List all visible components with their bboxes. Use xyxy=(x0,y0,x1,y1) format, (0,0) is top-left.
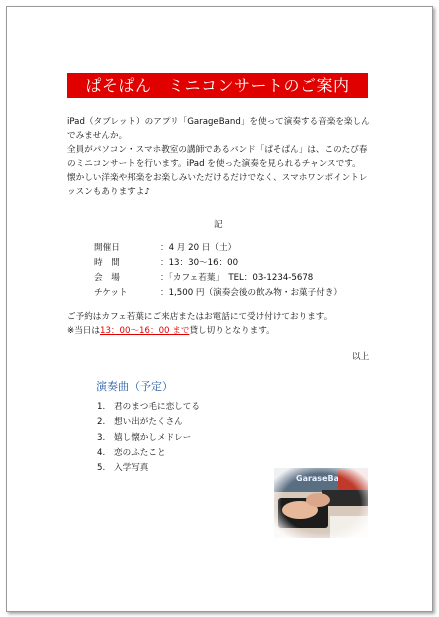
intro-text xyxy=(67,115,375,199)
intro-paragraph: 全員がパソコン・スマホ教室の講師であるバンド「ぱそぱん」は、このたび春のミニコンサートを行います。iPad を使った演奏を見られるチャンスです。 xyxy=(67,145,368,169)
reservation-note: ご予約はカフェ若葉にご来店またはお電話にて受け付けております。 xyxy=(67,312,333,322)
charter-note xyxy=(67,324,332,338)
closing-ijo: 以上 xyxy=(352,352,370,362)
song-title: 入学写真 xyxy=(114,463,149,474)
event-details xyxy=(94,241,342,301)
list-item xyxy=(97,461,200,476)
detail-row-date xyxy=(94,241,342,256)
detail-label: チケット xyxy=(94,288,128,298)
list-item xyxy=(97,400,200,415)
detail-value: ：「カフェ若葉」 TEL：03-1234-5678 xyxy=(160,273,314,283)
detail-row-time xyxy=(94,256,342,271)
list-item xyxy=(97,446,200,461)
intro-paragraph: iPad（タブレット）のアプリ「GarageBand」を使って演奏する音楽を楽しんでみませんか。 xyxy=(67,117,370,141)
title-banner: ぱそぱん ミニコンサートのご案内 xyxy=(67,73,368,98)
songs-title: 演奏曲（予定） xyxy=(96,380,173,393)
detail-row-ticket xyxy=(94,286,342,301)
detail-value: ：4 月 20 日（土） xyxy=(160,243,237,253)
song-number: 2. xyxy=(97,417,106,428)
ki-heading: 記 xyxy=(214,220,223,230)
detail-row-venue xyxy=(94,271,342,286)
song-title: 嬉し懐かしメドレー xyxy=(114,432,192,443)
list-item xyxy=(97,415,200,430)
notes xyxy=(67,310,332,338)
detail-value: ：13：30～16：00 xyxy=(160,258,239,268)
song-number: 4. xyxy=(97,447,106,458)
detail-label: 時 間 xyxy=(94,258,120,268)
ipad-performance-photo xyxy=(274,468,368,538)
charter-prefix: ※当日は xyxy=(67,326,100,336)
charter-suffix: 貸し切りとなります。 xyxy=(189,326,275,336)
list-item xyxy=(97,431,200,446)
song-title: 想い出がたくさん xyxy=(114,417,183,428)
charter-time: 13：00～16：00 まで xyxy=(99,326,190,336)
song-number: 3. xyxy=(97,432,106,443)
intro-paragraph: 懐かしい洋楽や邦楽をお楽しみいただけるだけでなく、スマホワンポイントレッスンもありますよ♪ xyxy=(67,173,368,197)
song-title: 君のまつ毛に恋してる xyxy=(114,402,200,412)
photo-vignette xyxy=(274,468,368,538)
song-title: 恋のふたこと xyxy=(114,447,166,458)
song-number: 5. xyxy=(97,463,106,474)
song-number: 1. xyxy=(97,402,106,412)
detail-label: 会 場 xyxy=(94,273,120,283)
song-list xyxy=(97,400,200,476)
detail-label: 開催日 xyxy=(94,243,120,253)
detail-value: ：1,500 円（演奏会後の飲み物・お菓子付き） xyxy=(160,288,343,298)
